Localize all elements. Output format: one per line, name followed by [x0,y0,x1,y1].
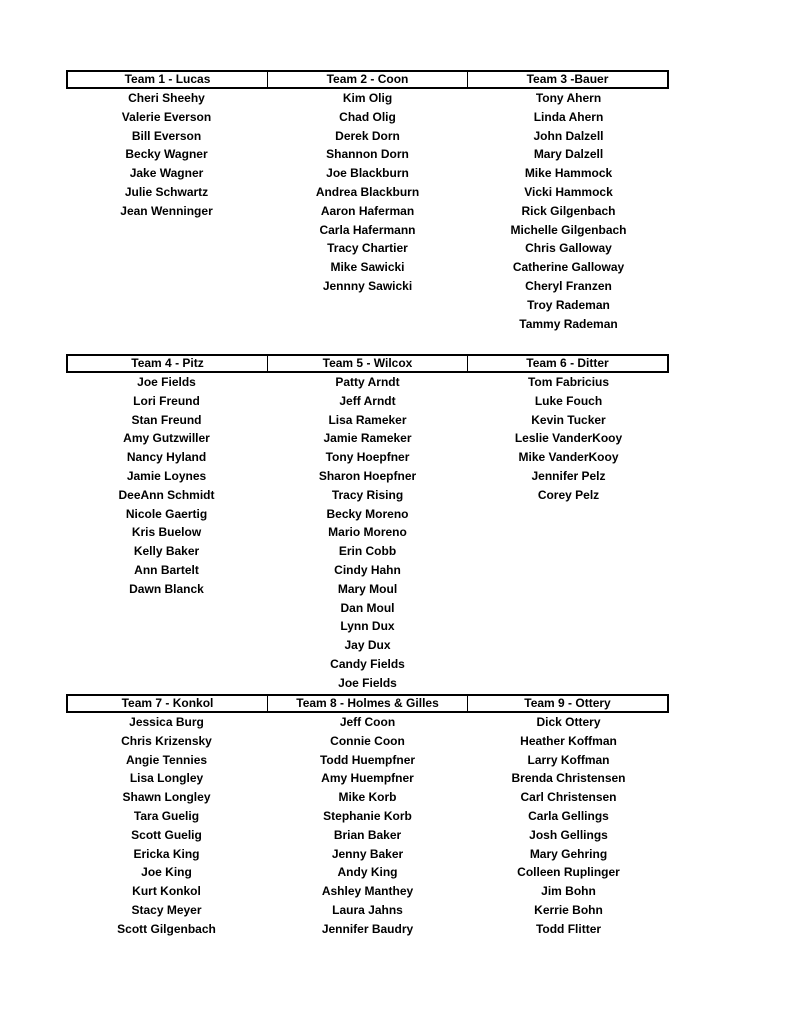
team-member-name: Mike Hammock [524,166,613,181]
team-member-name: Angie Tennies [125,752,208,767]
team-member-name: Dick Ottery [536,715,601,729]
team-member-name: Lynn Dux [340,619,395,634]
team-member-name: Jennifer Baudry [321,921,414,936]
team-header: Team 8 - Holmes & Gilles [268,696,468,711]
team-member-list [468,89,669,333]
team-member-name: Valerie Everson [121,109,212,124]
team-member-list [66,713,267,939]
team-member-name: Scott Guelig [131,827,202,842]
team-member-name: Nancy Hyland [126,450,207,465]
team-member-name: Kelly Baker [133,544,200,559]
team-member-name: Ericka King [133,846,200,861]
team-member-name: Scott Gilgenbach [117,921,216,936]
team-member-name: Shawn Longley [122,790,211,805]
team-member-name: Andy King [337,865,398,880]
team-columns [66,89,669,333]
team-member-name: Amy Gutzwiller [123,431,210,446]
team-member-name: Larry Koffman [527,752,610,767]
team-member-list [468,373,669,693]
team-member-name: Jim Bohn [541,884,596,899]
team-member-name: Cindy Hahn [334,562,401,577]
team-member-list [468,713,669,939]
team-member-name: Sharon Hoepfner [318,468,417,483]
team-header: Team 7 - Konkol [68,696,268,711]
team-member-name: Carl Christensen [520,790,617,805]
team-member-name: Mike VanderKooy [518,450,619,465]
team-member-name: Tara Guelig [133,808,200,823]
team-member-name: Jeff Arndt [339,393,396,408]
team-member-name: Cheri Sheehy [128,91,205,105]
team-member-name: DeeAnn Schmidt [118,487,215,502]
team-member-name: Mike Korb [338,790,397,805]
team-member-name: Michelle Gilgenbach [510,222,627,237]
team-member-name: Derek Dorn [335,128,400,143]
team-header-row [66,694,669,713]
team-member-name: Jeff Coon [339,715,396,729]
team-member-list [267,373,468,693]
team-group-1 [66,70,669,333]
team-member-name: Andrea Blackburn [315,184,420,199]
team-member-list [267,713,468,939]
team-member-name: Todd Huempfner [319,752,416,767]
team-member-name: Tom Fabricius [527,375,610,389]
team-member-name: Kevin Tucker [531,412,606,427]
team-member-name: Jennifer Pelz [531,468,606,483]
team-member-name: Jake Wagner [129,166,204,181]
team-member-name: Jean Wenninger [120,203,213,218]
team-member-name: Jessica Burg [129,715,204,729]
team-columns [66,373,669,693]
team-member-name: Jamie Rameker [323,431,412,446]
team-member-name: Becky Wagner [125,147,208,162]
team-member-name: Laura Jahns [332,902,403,917]
team-header: Team 3 -Bauer [526,72,609,86]
team-group-2 [66,354,669,693]
team-member-name: John Dalzell [533,128,604,143]
team-member-name: Jenny Baker [331,846,404,861]
team-member-name: Stephanie Korb [323,808,412,823]
team-member-name: Todd Flitter [535,921,602,936]
team-member-name: Kurt Konkol [132,884,201,899]
team-member-name: Lori Freund [133,393,200,408]
team-member-name: Mario Moreno [328,525,407,540]
team-member-name: Connie Coon [330,733,405,748]
team-member-name: Tony Ahern [535,91,602,105]
team-member-name: Lisa Longley [129,771,204,786]
team-header: Team 9 - Ottery [524,696,611,710]
team-member-name: Linda Ahern [533,109,604,124]
team-header: Team 5 - Wilcox [268,356,468,371]
team-member-name: Leslie VanderKooy [514,431,623,446]
team-member-name: Patty Arndt [335,375,400,389]
team-member-name: Chris Galloway [525,241,612,256]
team-member-name: Julie Schwartz [124,184,209,199]
team-member-name: Chris Krizensky [121,733,212,748]
team-member-name: Corey Pelz [537,487,600,502]
team-member-name: Becky Moreno [326,506,409,521]
team-member-name: Mary Dalzell [533,147,604,162]
team-member-name: Jamie Loynes [126,468,207,483]
team-member-name: Josh Gellings [529,827,608,842]
team-member-name: Kris Buelow [131,525,202,540]
team-member-name: Amy Huempfner [321,771,414,786]
team-header-row [66,70,669,89]
team-member-name: Troy Rademan [527,297,610,312]
team-member-name: Colleen Ruplinger [517,865,620,880]
team-member-name: Mike Sawicki [330,260,405,275]
team-member-list [66,89,267,333]
team-member-name: Shannon Dorn [326,147,409,162]
team-member-name: Ashley Manthey [321,884,414,899]
team-member-name: Joe Blackburn [326,166,409,181]
team-member-name: Brenda Christensen [511,771,626,786]
team-member-name: Rick Gilgenbach [521,203,616,218]
team-member-name: Cheryl Franzen [525,278,612,293]
team-member-name: Jay Dux [344,638,391,653]
team-header: Team 1 - Lucas [68,72,268,87]
team-member-name: Jennny Sawicki [322,278,413,293]
team-member-name: Dawn Blanck [129,581,204,596]
team-group-3 [66,694,669,939]
team-member-name: Candy Fields [330,656,405,671]
team-member-list [267,89,468,333]
team-member-name: Vicki Hammock [524,184,613,199]
team-member-name: Luke Fouch [534,393,603,408]
team-member-name: Nicole Gaertig [125,506,208,521]
team-member-name: Heather Koffman [520,733,617,748]
team-member-name: Chad Olig [339,109,396,124]
team-member-name: Joe King [141,865,192,880]
team-member-name: Dan Moul [340,600,395,615]
team-member-name: Tracy Chartier [327,241,408,256]
team-member-name: Aaron Haferman [320,203,415,218]
team-header-row [66,354,669,373]
team-member-name: Tracy Rising [331,487,404,502]
team-header: Team 2 - Coon [268,72,468,87]
team-member-name: Kim Olig [342,91,393,105]
team-member-name: Brian Baker [333,827,402,842]
team-member-name: Lisa Rameker [328,412,407,427]
team-member-name: Carla Hafermann [319,222,416,237]
team-member-name: Tony Hoepfner [325,450,410,465]
team-member-name: Joe Fields [338,675,397,690]
team-member-name: Bill Everson [131,128,202,143]
team-member-name: Catherine Galloway [512,260,625,275]
team-member-name: Mary Gehring [529,846,608,861]
team-member-list [66,373,267,693]
team-member-name: Stan Freund [131,412,202,427]
team-member-name: Joe Fields [137,375,196,389]
team-member-name: Erin Cobb [338,544,397,559]
team-member-name: Mary Moul [337,581,398,596]
team-header: Team 6 - Ditter [526,356,609,370]
team-member-name: Carla Gellings [528,808,609,823]
team-member-name: Kerrie Bohn [534,902,603,917]
team-member-name: Stacy Meyer [131,902,202,917]
team-header: Team 4 - Pitz [68,356,268,371]
team-columns [66,713,669,939]
team-member-name: Ann Bartelt [134,562,199,577]
team-member-name: Tammy Rademan [519,316,618,331]
